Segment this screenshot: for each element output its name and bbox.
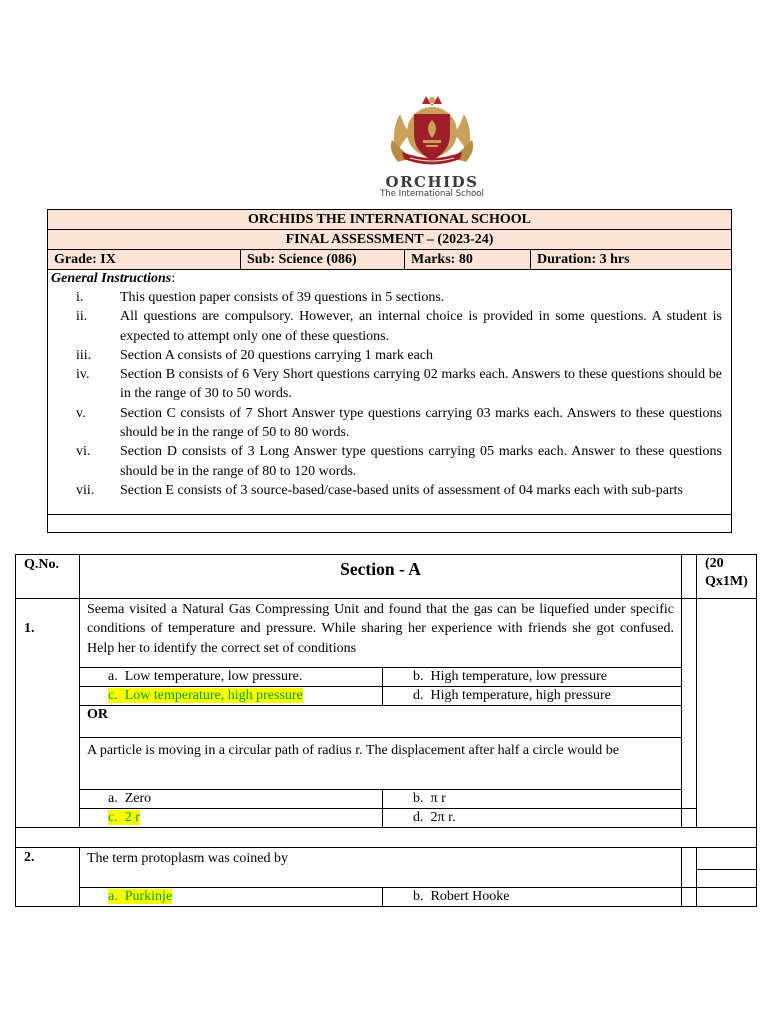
instruction-item: iv. Section B consists of 6 Very Short questions carrying 02 marks each. Answers to these questions should be in the range of 30 to 50 words. (76, 367, 722, 402)
exam-title: FINAL ASSESSMENT – (2023-24) (48, 230, 731, 250)
instruction-item: ii. All questions are compulsory. However, an internal choice is provided in some questions. A student is expected to attempt only one of these questions. (76, 309, 722, 344)
option-d: d. High temperature, high pressure (383, 687, 682, 706)
table-row (16, 888, 757, 907)
alt-option-c-correct: c. 2 r (80, 809, 383, 828)
instruction-item: vi. Section D consists of 3 Long Answer type questions carrying 05 marks each. Answer to these questions should be in the range of 80 to 120 words. (76, 444, 722, 479)
instruction-item: iii. Section A consists of 20 questions carrying 1 mark each (76, 347, 433, 363)
instruction-item: vii. Section E consists of 3 source-based/case-based units of assessment of 04 marks each with sub-parts (76, 482, 683, 498)
exam-meta-row (48, 250, 731, 270)
orchids-emblem-icon (386, 92, 478, 172)
option-b: b. High temperature, low pressure (383, 668, 682, 687)
instructions-list (48, 288, 731, 500)
table-row (16, 809, 757, 828)
school-logo (372, 92, 492, 202)
logo-wordmark: ORCHIDS (385, 173, 479, 191)
marks-cell: Marks: 80 (405, 250, 531, 269)
exam-header-table (47, 209, 732, 533)
grade-cell: Grade: IX (48, 250, 241, 269)
option-b: b. Robert Hooke (383, 888, 682, 907)
question-text: Seema visited a Natural Gas Compressing Unit and found that the gas can be liquefied under specific conditions of temperature and pressure. While sharing her experience with friends she got confused. Help her to identify the correct set of conditions (80, 599, 682, 668)
question-number: 1. (16, 599, 80, 828)
section-a-table (15, 554, 757, 907)
question-text: The term protoplasm was coined by (80, 848, 682, 888)
option-a: a. Low temperature, low pressure. (80, 668, 383, 687)
question-number: 2. (16, 848, 80, 907)
alt-option-b: b. π r (383, 790, 682, 809)
spacer-row (16, 828, 757, 848)
option-a-correct: a. Purkinje (80, 888, 383, 907)
table-row (16, 599, 757, 668)
table-row (16, 790, 757, 809)
alt-question-text: A particle is moving in a circular path of radius r. The displacement after half a circle would be (80, 738, 682, 790)
subject-cell: Sub: Science (086) (241, 250, 405, 269)
section-header-row (16, 555, 757, 599)
header-blank-row (48, 514, 731, 532)
alt-option-a: a. Zero (80, 790, 383, 809)
section-title: Section - A (80, 555, 682, 599)
instruction-item: v. Section C consists of 7 Short Answer type questions carrying 03 marks each. Answers to these questions should be in the range of 50 to 80 words. (76, 405, 722, 441)
table-row (16, 706, 757, 738)
alt-option-d: d. 2π r. (383, 809, 682, 828)
or-label: OR (80, 706, 682, 738)
logo-subtitle: The International School (380, 189, 484, 199)
table-row (16, 668, 757, 687)
qno-header: Q.No. (16, 555, 80, 599)
table-row (16, 738, 757, 790)
duration-cell: Duration: 3 hrs (537, 252, 630, 267)
option-c-correct: c. Low temperature, high pressure (80, 687, 383, 706)
table-row (16, 687, 757, 706)
instructions-heading: General Instructions: (51, 271, 176, 286)
instruction-item: i. This question paper consists of 39 questions in 5 sections. (76, 290, 445, 305)
school-name: ORCHIDS THE INTERNATIONAL SCHOOL (48, 210, 731, 230)
table-row (16, 848, 757, 870)
section-marks: (20 Qx1M) (697, 555, 757, 599)
